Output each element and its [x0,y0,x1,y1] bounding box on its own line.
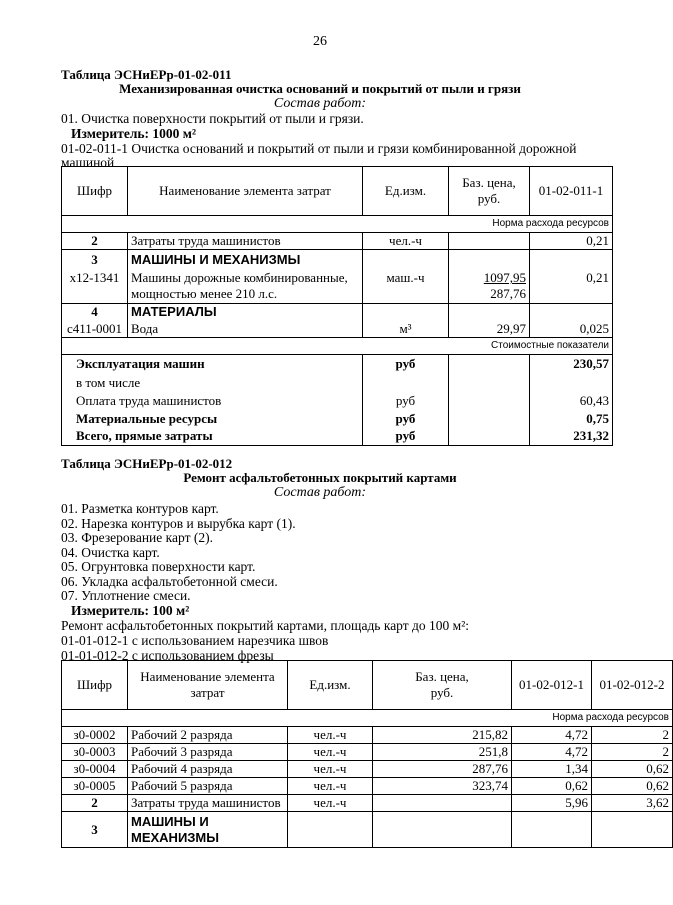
summary-row [62,355,613,374]
header-price-line2: руб. [430,685,454,700]
row-price: 323,74 [373,778,512,795]
empty-cell [449,304,530,321]
summary-unit: руб [363,392,449,410]
table2-title: Таблица ЭСНиЕРр-01-02-012 [61,456,233,471]
row-unit: маш.-ч [363,270,449,304]
header-price-line1: Баз. цена, [415,669,469,684]
row-code: з0-0002 [62,727,128,744]
summary-unit: руб [363,428,449,446]
table-row [62,233,613,250]
table2-sostav: Состав работ: [273,485,367,500]
header-code: Шифр [62,661,128,710]
row-price [373,795,512,812]
table1-desc-line1: 01-02-011-1 Очистка оснований и покрытий от пыли и грязи комбинированной дорожной [61,141,577,156]
header-col1: 01-02-011-1 [530,167,613,216]
summary-unit: руб [363,410,449,428]
table-row [62,795,673,812]
row-unit: м³ [363,321,449,338]
summary-row [62,392,613,410]
summary-unit: руб [363,355,449,374]
header-col2: 01-02-012-2 [592,661,673,710]
table2-norm-row [62,710,673,727]
row-price-line2: 287,76 [490,286,526,302]
empty-cell [449,374,530,392]
table-row [62,761,673,778]
row-value: 0,21 [530,233,613,250]
row-price-line1: 1097,95 [483,270,526,286]
table2-work-06: 06. Укладка асфальтобетонной смеси. [61,574,278,589]
table1-norm-row [62,216,613,233]
table1-grid [61,166,613,446]
summary-unit [363,374,449,392]
row-value-1: 5,96 [512,795,592,812]
row-value-2: 2 [592,727,673,744]
header-unit: Ед.изм. [363,167,449,216]
table1-sostav: Состав работ: [273,96,367,111]
row-code: з0-0003 [62,744,128,761]
table1-title: Таблица ЭСНиЕРр-01-02-011 [61,67,232,82]
section-title-line1: МАШИНЫ И [131,813,209,829]
row-unit: чел.-ч [288,795,373,812]
table2-work-03: 03. Фрезерование карт (2). [61,530,213,545]
summary-value: 0,75 [530,410,613,428]
table-row [62,744,673,761]
row-price: 29,97 [449,321,530,338]
row-value-1: 4,72 [512,727,592,744]
row-value-1: 4,72 [512,744,592,761]
summary-name: в том числе [62,374,363,392]
row-name: Рабочий 5 разряда [128,778,288,795]
summary-row [62,410,613,428]
section-row-machines [62,250,613,270]
row-name-line2: мощностью менее 210 л.с. [131,286,278,302]
table2-desc-line3: 01-01-012-2 с использованием фрезы [61,648,274,663]
header-name-line1: Наименование элемента [140,669,275,684]
empty-cell [530,250,613,270]
stat-label: Стоимостные показатели [62,338,613,355]
row-name: Рабочий 4 разряда [128,761,288,778]
summary-row [62,374,613,392]
row-code: 2 [62,233,128,250]
table-row [62,778,673,795]
table2-desc-line2: 01-01-012-1 с использованием нарезчика швов [61,633,329,648]
row-code: х12-1341 [62,270,128,304]
section-row-machines [62,812,673,848]
row-name: Рабочий 3 разряда [128,744,288,761]
table2-work-07: 07. Уплотнение смеси. [61,588,191,603]
row-value-2: 3,62 [592,795,673,812]
row-code: с411-0001 [62,321,128,338]
row-value-1: 0,62 [512,778,592,795]
empty-cell [288,812,373,848]
summary-name: Оплата труда машинистов [62,392,363,410]
section-code: 3 [62,250,128,270]
empty-cell [373,812,512,848]
row-unit: чел.-ч [288,778,373,795]
table2-grid [61,660,673,848]
table-row [62,727,673,744]
row-value-2: 0,62 [592,761,673,778]
header-price [373,661,512,710]
summary-name: Эксплуатация машин [62,355,363,374]
empty-cell [449,410,530,428]
empty-cell [449,355,530,374]
row-value-1: 1,34 [512,761,592,778]
table2-work-01: 01. Разметка контуров карт. [61,501,219,516]
header-name [128,661,288,710]
row-name: Рабочий 2 разряда [128,727,288,744]
empty-cell [449,392,530,410]
table2-header-row [62,661,673,710]
summary-value [530,374,613,392]
row-price: 215,82 [373,727,512,744]
row-value-2: 2 [592,744,673,761]
table2-work-02: 02. Нарезка контуров и вырубка карт (1). [61,516,296,531]
empty-cell [512,812,592,848]
row-unit: чел.-ч [363,233,449,250]
row-code: з0-0005 [62,778,128,795]
table1-subtitle: Механизированная очистка оснований и покрытий от пыли и грязи [119,81,521,96]
summary-value: 60,43 [530,392,613,410]
empty-cell [449,250,530,270]
page-number: 26 [313,34,327,49]
section-title-line2: МЕХАНИЗМЫ [131,829,219,845]
row-name [128,270,363,304]
row-price [449,270,530,304]
row-name: Затраты труда машинистов [128,795,288,812]
row-name: Вода [128,321,363,338]
row-price [449,233,530,250]
table2-subtitle: Ремонт асфальтобетонных покрытий картами [183,470,457,485]
section-title: МАШИНЫ И МЕХАНИЗМЫ [128,250,363,270]
row-code: 2 [62,795,128,812]
row-code: з0-0004 [62,761,128,778]
header-price [449,167,530,216]
header-price-line1: Баз. цена, [462,175,516,190]
header-name: Наименование элемента затрат [128,167,363,216]
empty-cell [363,250,449,270]
norm-label: Норма расхода ресурсов [62,216,613,233]
row-value: 0,025 [530,321,613,338]
row-value: 0,21 [530,270,613,304]
row-price: 251,8 [373,744,512,761]
empty-cell [530,304,613,321]
summary-row [62,428,613,446]
header-unit: Ед.изм. [288,661,373,710]
section-code: 4 [62,304,128,321]
summary-name: Материальные ресурсы [62,410,363,428]
table1-meter: Измеритель: 1000 м² [71,126,197,141]
empty-cell [449,428,530,446]
table2-work-05: 05. Огрунтовка поверхности карт. [61,559,256,574]
table1-stat-row [62,338,613,355]
section-title: МАТЕРИАЛЫ [128,304,363,321]
header-name-line2: затрат [190,685,225,700]
table2-work-04: 04. Очистка карт. [61,545,160,560]
norm-label: Норма расхода ресурсов [62,710,673,727]
row-value-2: 0,62 [592,778,673,795]
table2-meter: Измеритель: 100 м² [71,603,190,618]
table1-work-01: 01. Очистка поверхности покрытий от пыли и грязи. [61,111,364,126]
row-name: Затраты труда машинистов [128,233,363,250]
row-unit: чел.-ч [288,727,373,744]
table2-desc-line1: Ремонт асфальтобетонных покрытий картами, площадь карт до 100 м²: [61,618,469,633]
summary-name: Всего, прямые затраты [62,428,363,446]
row-price: 287,76 [373,761,512,778]
header-price-line2: руб. [477,191,501,206]
row-name-line1: Машины дорожные комбинированные, [131,270,348,286]
summary-value: 231,32 [530,428,613,446]
row-unit: чел.-ч [288,761,373,778]
table-row [62,321,613,338]
table-row [62,270,613,304]
section-title [128,812,288,848]
summary-value: 230,57 [530,355,613,374]
section-row-materials [62,304,613,321]
empty-cell [592,812,673,848]
section-code: 3 [62,812,128,848]
table1-desc-line2: машиной [61,155,115,170]
table1-header-row [62,167,613,216]
header-col1: 01-02-012-1 [512,661,592,710]
header-code: Шифр [62,167,128,216]
row-unit: чел.-ч [288,744,373,761]
empty-cell [363,304,449,321]
